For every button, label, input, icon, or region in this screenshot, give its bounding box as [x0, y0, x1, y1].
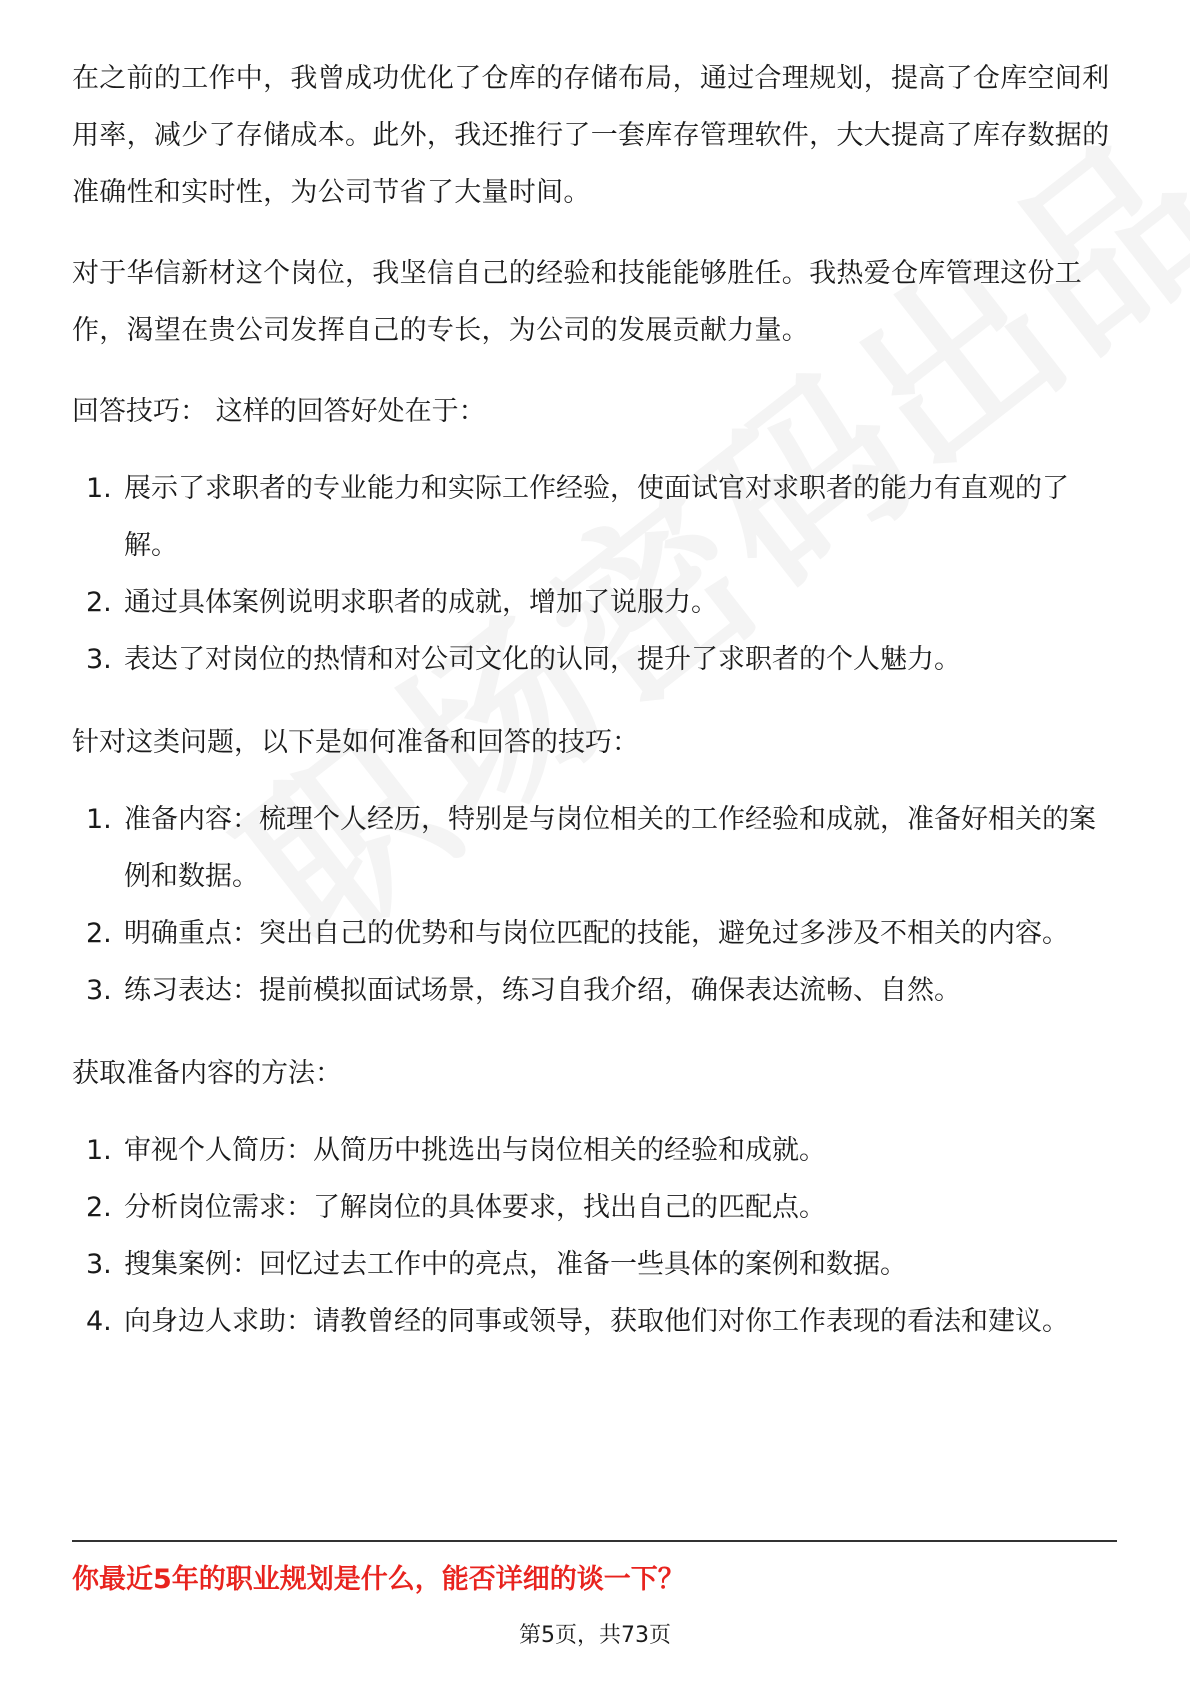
- list-number: 1.: [86, 1135, 112, 1166]
- prepare-list: [72, 791, 1117, 1019]
- list-number: 1.: [86, 804, 112, 835]
- list-number: 3.: [86, 975, 112, 1006]
- list-item: 2. 通过具体案例说明求职者的成就，增加了说服力。: [72, 574, 1117, 631]
- list-item: 1. 审视个人简历：从简历中挑选出与岗位相关的经验和成就。: [72, 1122, 1117, 1179]
- list-item: 1. 准备内容：梳理个人经历，特别是与岗位相关的工作经验和成就，准备好相关的案例和数据。: [72, 791, 1117, 905]
- list-item: 2. 分析岗位需求：了解岗位的具体要求，找出自己的匹配点。: [72, 1179, 1117, 1236]
- tips-heading: 回答技巧： 这样的回答好处在于：: [72, 396, 486, 427]
- list-item: 2. 明确重点：突出自己的优势和与岗位匹配的技能，避免过多涉及不相关的内容。: [72, 905, 1117, 962]
- methods-heading: 获取准备内容的方法：: [72, 1058, 342, 1089]
- list-item: 4. 向身边人求助：请教曾经的同事或领导，获取他们对你工作表现的看法和建议。: [72, 1293, 1117, 1350]
- prepare-heading: 针对这类问题，以下是如何准备和回答的技巧：: [72, 727, 639, 758]
- paragraph-motivation: 对于华信新材这个岗位，我坚信自己的经验和技能能够胜任。我热爱仓库管理这份工作，渴望在贵公司发挥自己的专长，为公司的发展贡献力量。: [72, 258, 1083, 346]
- list-number: 4.: [86, 1306, 112, 1337]
- list-item: 1. 展示了求职者的专业能力和实际工作经验，使面试官对求职者的能力有直观的了解。: [72, 460, 1117, 574]
- methods-list: [72, 1122, 1117, 1350]
- paragraph-experience: 在之前的工作中，我曾成功优化了仓库的存储布局，通过合理规划，提高了仓库空间利用率，减少了存储成本。此外，我还推行了一套库存管理软件，大大提高了库存数据的准确性和实时性，为公司节省了大量时间。: [72, 63, 1110, 208]
- list-number: 2.: [86, 587, 112, 618]
- list-number: 3.: [86, 644, 112, 675]
- list-number: 1.: [86, 473, 112, 504]
- list-number: 3.: [86, 1249, 112, 1280]
- next-question-title: 你最近5年的职业规划是什么，能否详细的谈一下？: [72, 1564, 685, 1595]
- list-item: 3. 练习表达：提前模拟面试场景，练习自我介绍，确保表达流畅、自然。: [72, 962, 1117, 1019]
- document-body: [72, 50, 1117, 1376]
- section-divider: [72, 1540, 1117, 1542]
- page-number: 第5页，共73页: [519, 1623, 671, 1648]
- list-item: 3. 表达了对岗位的热情和对公司文化的认同，提升了求职者的个人魅力。: [72, 631, 1117, 688]
- tips-list: [72, 460, 1117, 688]
- list-number: 2.: [86, 918, 112, 949]
- list-item: 3. 搜集案例：回忆过去工作中的亮点，准备一些具体的案例和数据。: [72, 1236, 1117, 1293]
- list-number: 2.: [86, 1192, 112, 1223]
